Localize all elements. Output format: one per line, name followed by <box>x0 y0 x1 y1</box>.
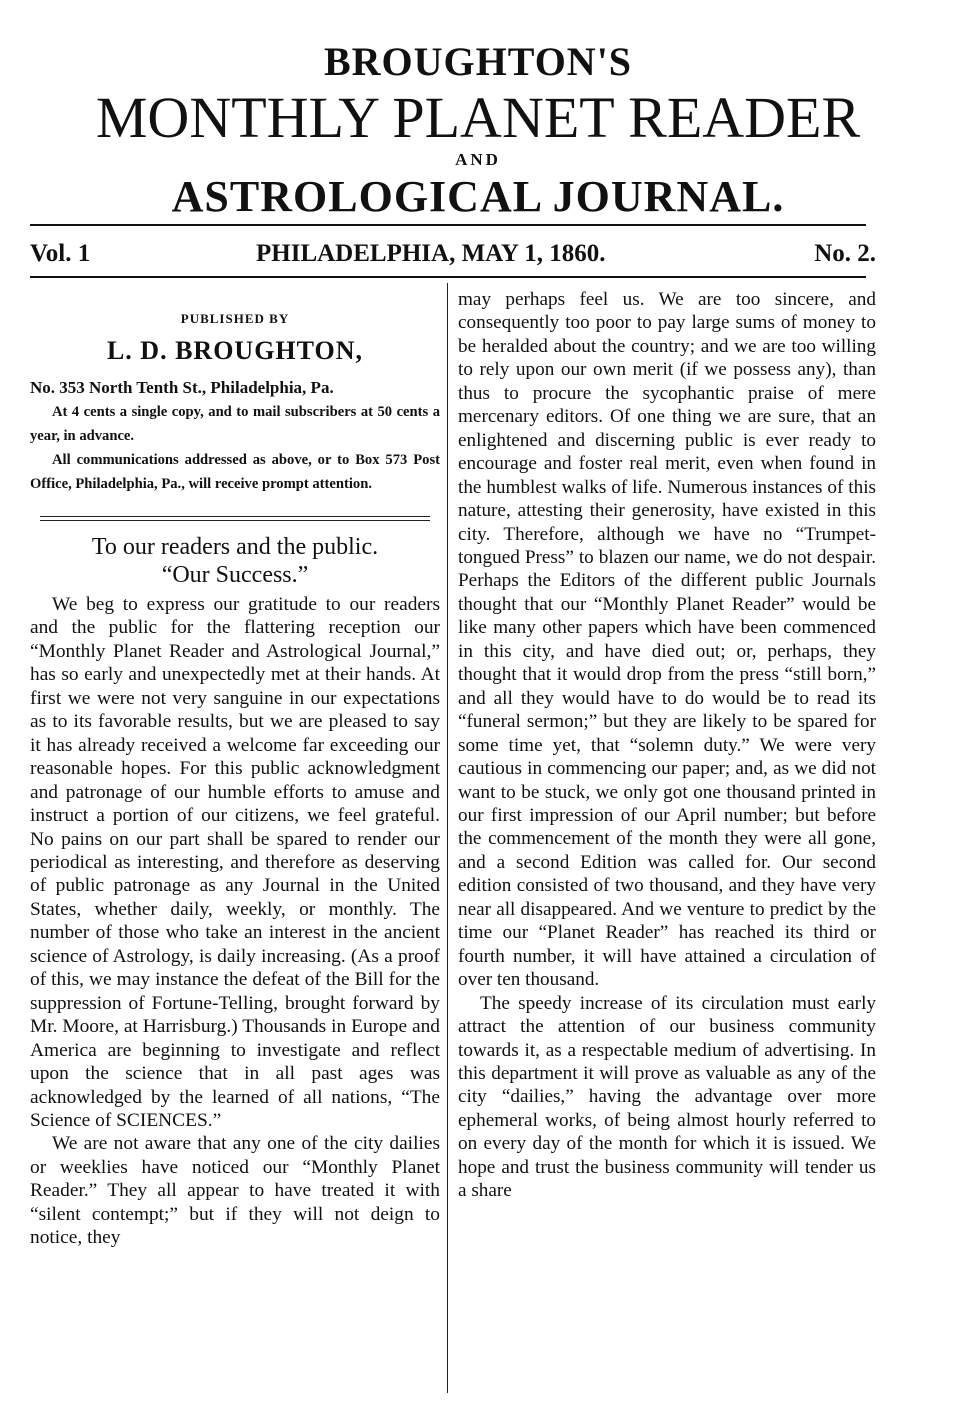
article-paragraph: may perhaps feel us. We are too sincere, and consequently too poor to pay large sums of money to be heralded about the country; and we are too willing to rely upon our own merit (if we possess any), than thus to procure the sycophantic praise of mere mercenary editors. Of one thing we are sure, that an enlightened and discerning public is ever ready to encourage and foster real merit, even when found in the humblest walks of life. Numerous instances of this nature, attesting their generosity, have existed in this city. Therefore, although we have no “Trumpet-tongued Press” to blazen our name, we do not despair. Perhaps the Editors of the different public Journals thought that our “Monthly Planet Reader” would be like many other papers which have been commenced in this city, and have died out; or, perhaps, they thought that it would drop from the press “still born,” and all they would have to do would be to read its “funeral sermon;” but they are likely to be spared for some time yet, that “solemn duty.” We were very cautious in commencing our paper; and, as we did not want to be stuck, we only got one thousand printed in our first impression of our April number; but before the commencement of the month they were all gone, and a second Edition was called for. Our second edition consisted of two thousand, and they have very near all disappeared. And we venture to predict by the time our “Planet Reader” has reached its third or fourth number, it will have attained a circulation of over ten thousand. <box>458 289 876 991</box>
dateline <box>30 238 876 270</box>
masthead-rule-top <box>30 224 866 226</box>
masthead-rule-bottom <box>30 276 866 278</box>
article-paragraph: We are not aware that any one of the city dailies or weeklies have noticed our “Monthly Planet Reader.” They all appear to have treated it with “silent contempt;” but if they will not deign to notice, they <box>30 1133 440 1249</box>
article-subheading: “Our Success.” <box>161 562 309 588</box>
volume-label: Vol. 1 <box>30 240 91 267</box>
article-heading: To our readers and the public. <box>91 534 379 560</box>
article-paragraph: We beg to express our gratitude to our readers and the public for the flattering reception our “Monthly Planet Reader and Astrological Journal,” has so early and unexpectedly met at their hands. At first we were not very sanguine in our expectations as to its favorable results, but we are pleased to say it has already received a welcome far exceeding our reasonable hopes. For this public acknowledgment and patronage of our humble efforts to amuse and instruct a portion of our citizens, we feel grateful. No pains on our part shall be spared to render our periodical as interesting, and therefore as deserving of public patronage as any Journal in the United States, whether daily, weekly, or monthly. The number of those who take an interest in the ancient science of Astrology, is daily increasing. (As a proof of this, we may instance the defeat of the Bill for the suppression of Fortune-Telling, brought forward by Mr. Moore, at Harrisburg.) Thousands in Europe and America are beginning to investigate and reflect upon the science that in all past ages was acknowledged by the learned of all nations, “The Science of SCIENCES.” <box>30 594 440 1131</box>
issue-number: No. 2. <box>814 240 876 267</box>
communications-notice: All communications addressed as above, or to Box 573 Post Office, Philadelphia, Pa., will receive prompt attention. <box>30 452 440 492</box>
publisher-address: No. 353 North Tenth St., Philadelphia, Pa. <box>30 378 334 397</box>
right-column <box>458 288 876 1203</box>
masthead-title-line1: BROUGHTON'S <box>323 39 633 84</box>
published-by-label: PUBLISHED BY <box>180 311 290 326</box>
column-divider <box>447 283 448 1393</box>
left-column <box>30 288 440 1250</box>
place-date: PHILADELPHIA, MAY 1, 1860. <box>256 240 606 267</box>
subscription-terms: At 4 cents a single copy, and to mail subscribers at 50 cents a year, in advance. <box>30 404 440 444</box>
masthead-title-line4: ASTROLOGICAL JOURNAL. <box>171 172 785 221</box>
masthead-title-line2: MONTHLY PLANET READER <box>95 85 861 150</box>
article-paragraph: The speedy increase of its circulation must early attract the attention of our business community towards it, as a respectable medium of advertising. In this department it will prove as valuable as any of the city “dailies,” having the advantage over more ephemeral works, of being almost hourly referred to on every day of the month for which it is issued. We hope and trust the business community will tender us a share <box>458 992 876 1202</box>
section-double-rule <box>40 516 430 521</box>
publisher-name: L. D. BROUGHTON, <box>106 336 364 365</box>
masthead-title-line3: AND <box>455 150 501 169</box>
